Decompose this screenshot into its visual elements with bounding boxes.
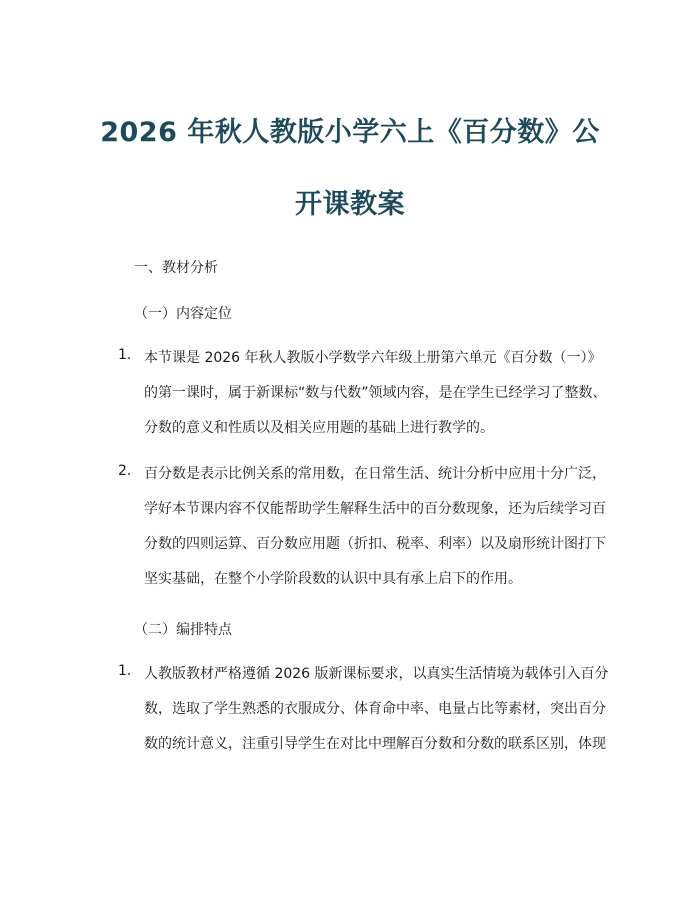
paragraph-line: 分数的四则运算、百分数应用题（折扣、税率、利率）以及扇形统计图打下 [144,536,606,552]
document-title-line-2: 开课教案 [295,189,405,220]
paragraph-line: 数，选取了学生熟悉的衣服成分、体育命中率、电量占比等素材，突出百分 [144,701,606,717]
list-item-number: 1. [118,347,132,363]
list-item-number: 2. [118,463,132,479]
section-heading-teaching-material-analysis: 一、教材分析 [134,260,218,276]
paragraph-line: 人教版教材严格遵循 2026 版新课标要求，以真实生活情境为载体引入百分 [144,666,609,682]
paragraph-line: 学好本节课内容不仅能帮助学生解释生活中的百分数现象，还为后续学习百 [144,501,606,517]
paragraph-line: 分数的意义和性质以及相关应用题的基础上进行教学的。 [144,420,494,436]
subsection-heading-content-positioning: （一）内容定位 [134,306,232,322]
list-item-number: 1. [118,663,132,679]
paragraph-line: 数的统计意义，注重引导学生在对比中理解百分数和分数的联系区别，体现 [144,736,606,752]
paragraph-line: 本节课是 2026 年秋人教版小学数学六年级上册第六单元《百分数（一）》 [144,350,602,366]
paragraph-line: 百分数是表示比例关系的常用数，在日常生活、统计分析中应用十分广泛， [144,466,606,482]
subsection-heading-arrangement-features: （二）编排特点 [134,622,232,638]
paragraph-line: 的第一课时，属于新课标“数与代数”领域内容，是在学生已经学习了整数、 [144,385,607,401]
paragraph-line: 坚实基础，在整个小学阶段数的认识中具有承上启下的作用。 [144,571,522,587]
document-title-line-1: 2026 年秋人教版小学六上《百分数》公 [100,117,600,148]
